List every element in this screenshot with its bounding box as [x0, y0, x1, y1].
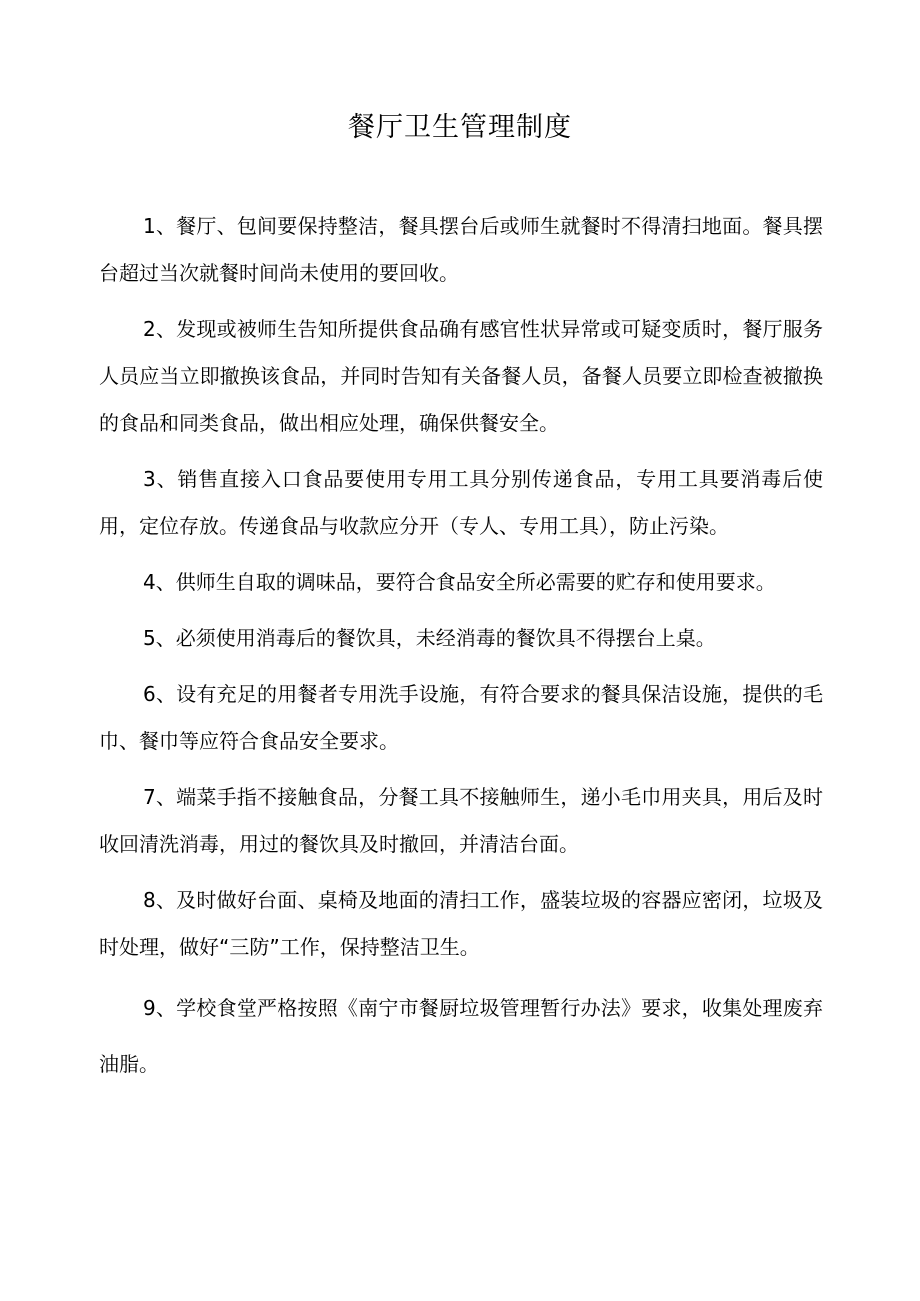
clause-item-8: 8、及时做好台面、桌椅及地面的清扫工作，盛装垃圾的容器应密闭，垃圾及时处理，做好“三防”工作，保持整洁卫生。	[99, 888, 823, 959]
clause-item-1: 1、餐厅、包间要保持整洁，餐具摆台后或师生就餐时不得清扫地面。餐具摆台超过当次就餐时间尚未使用的要回收。	[99, 214, 823, 285]
clause-item-6: 6、设有充足的用餐者专用洗手设施，有符合要求的餐具保洁设施，提供的毛巾、餐巾等应符合食品安全要求。	[99, 682, 823, 753]
clause-item-2: 2、发现或被师生告知所提供食品确有感官性状异常或可疑变质时，餐厅服务人员应当立即撤换该食品，并同时告知有关备餐人员，备餐人员要立即检查被撤换的食品和同类食品，做出相应处理，确保供餐安全。	[99, 317, 823, 435]
clause-item-4: 4、供师生自取的调味品，要符合食品安全所必需要的贮存和使用要求。	[143, 570, 776, 594]
clause-item-7: 7、端菜手指不接触食品，分餐工具不接触师生，递小毛巾用夹具，用后及时收回清洗消毒，用过的餐饮具及时撤回，并清洁台面。	[99, 785, 823, 856]
clause-list	[99, 203, 823, 1092]
clause-item-3: 3、销售直接入口食品要使用专用工具分别传递食品，专用工具要消毒后使用，定位存放。传递食品与收款应分开（专人、专用工具），防止污染。	[99, 467, 823, 538]
document-title: 餐厅卫生管理制度	[348, 112, 572, 143]
clause-item-5: 5、必须使用消毒后的餐饮具，未经消毒的餐饮具不得摆台上桌。	[143, 626, 716, 650]
clause-item-9: 9、学校食堂严格按照《南宁市餐厨垃圾管理暂行办法》要求，收集处理废弃油脂。	[99, 996, 823, 1076]
